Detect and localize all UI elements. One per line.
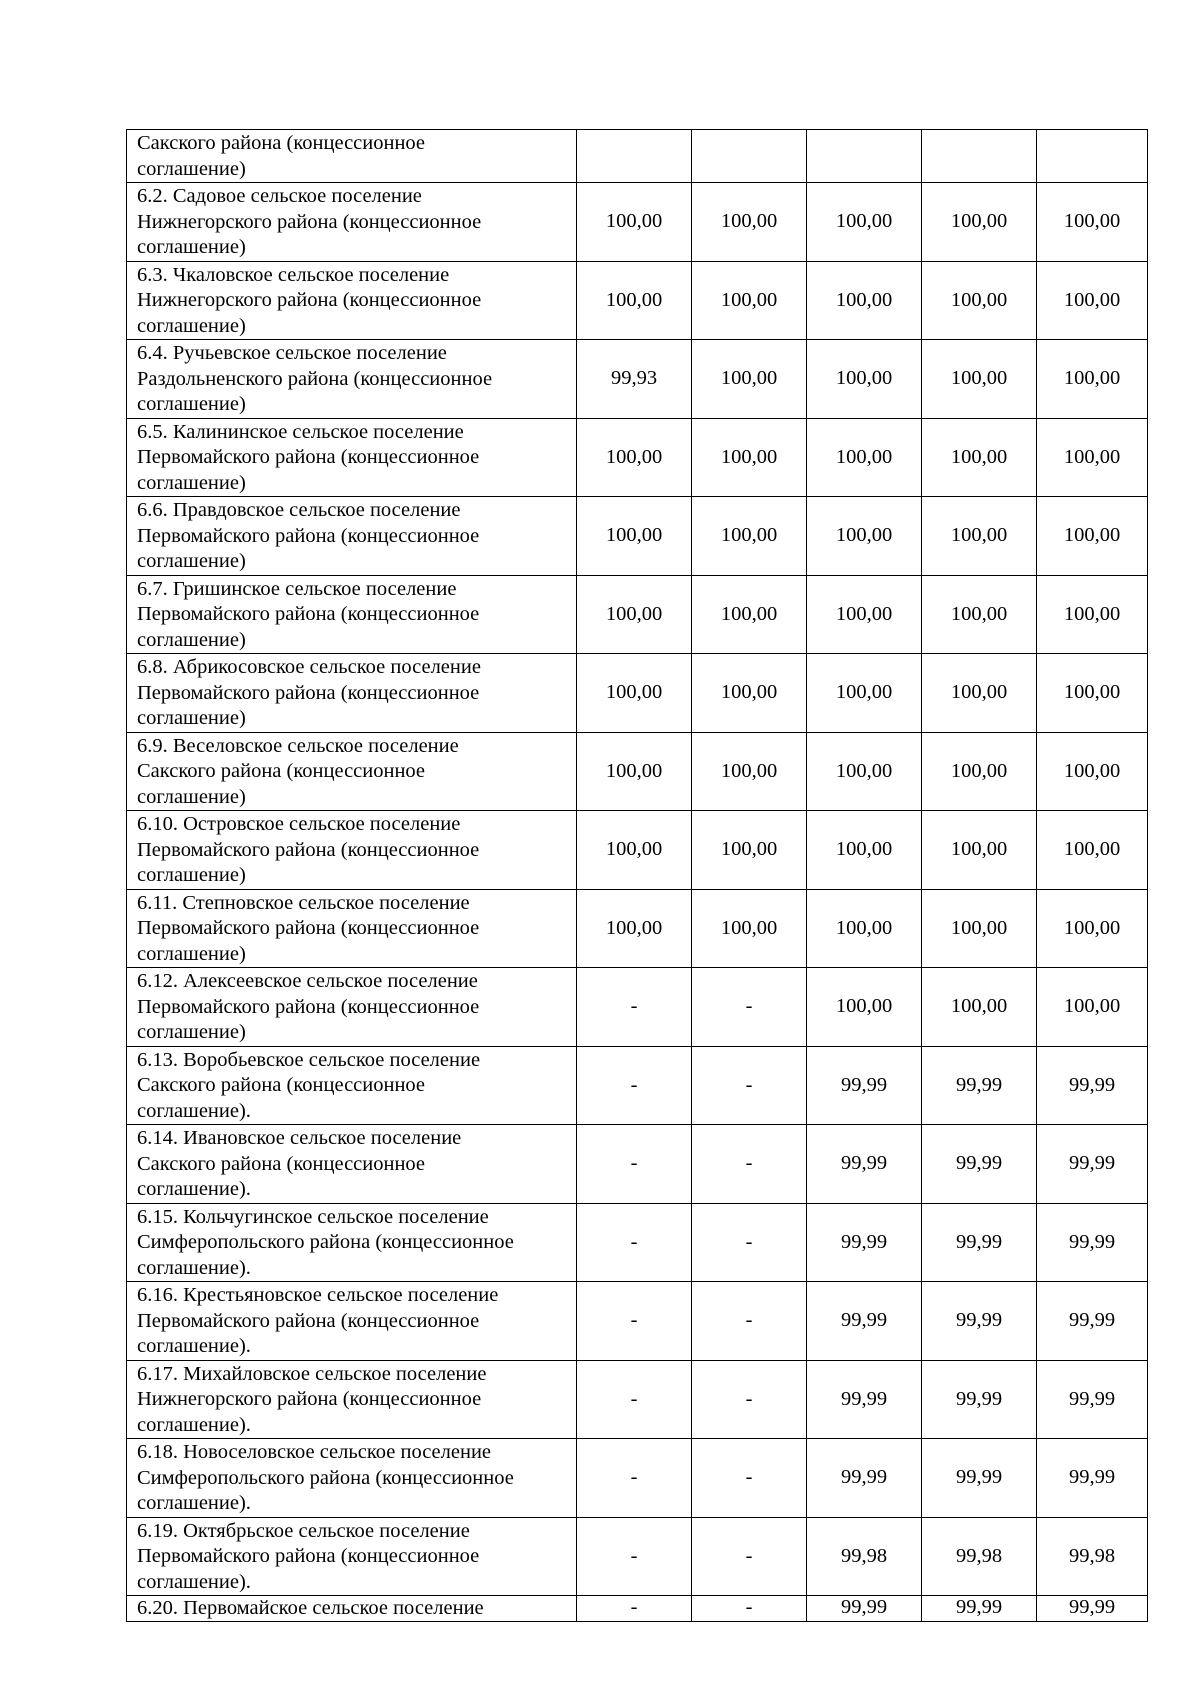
value-cell-4: 100,00 (922, 811, 1037, 890)
value-cell-4: 99,99 (922, 1596, 1037, 1622)
table-row (127, 130, 1148, 183)
value-cell-3: 99,99 (807, 1439, 922, 1518)
value-cell-5: 100,00 (1037, 889, 1148, 968)
value-cell-1: 100,00 (577, 889, 692, 968)
settlement-name-cell: Сакского района (концессионное соглашение) (127, 130, 577, 183)
value-cell-3: 99,99 (807, 1596, 922, 1622)
settlement-name-cell: 6.9. Веселовское сельское поселение Сакского района (концессионное соглашение) (127, 732, 577, 811)
value-cell-5: 100,00 (1037, 811, 1148, 890)
value-cell-5: 100,00 (1037, 575, 1148, 654)
value-cell-1: 99,93 (577, 340, 692, 419)
table-row (127, 654, 1148, 733)
value-cell-4: 99,99 (922, 1203, 1037, 1282)
value-cell-3: 100,00 (807, 811, 922, 890)
value-cell-5: 99,99 (1037, 1596, 1148, 1622)
value-cell-3: 99,99 (807, 1360, 922, 1439)
table-row (127, 261, 1148, 340)
table-body (127, 130, 1148, 1622)
table-row (127, 811, 1148, 890)
settlement-name-cell: 6.7. Гришинское сельское поселение Первомайского района (концессионное соглашение) (127, 575, 577, 654)
value-cell-5: 99,99 (1037, 1282, 1148, 1361)
value-cell-2: 100,00 (692, 340, 807, 419)
table-row (127, 1203, 1148, 1282)
value-cell-3: 100,00 (807, 418, 922, 497)
value-cell-4: 100,00 (922, 968, 1037, 1047)
settlement-name-cell: 6.5. Калининское сельское поселение Первомайского района (концессионное соглашение) (127, 418, 577, 497)
value-cell-4 (922, 130, 1037, 183)
settlement-name-cell: 6.20. Первомайское сельское поселение (127, 1596, 577, 1622)
value-cell-2: - (692, 968, 807, 1047)
value-cell-4: 100,00 (922, 732, 1037, 811)
value-cell-4: 100,00 (922, 889, 1037, 968)
value-cell-4: 99,99 (922, 1046, 1037, 1125)
settlement-name-cell: 6.17. Михайловское сельское поселение Нижнегорского района (концессионное соглашение). (127, 1360, 577, 1439)
table-row (127, 183, 1148, 262)
value-cell-3: 99,99 (807, 1046, 922, 1125)
value-cell-2: - (692, 1360, 807, 1439)
value-cell-3: 100,00 (807, 968, 922, 1047)
table-row (127, 1596, 1148, 1622)
value-cell-2: 100,00 (692, 418, 807, 497)
value-cell-1: 100,00 (577, 261, 692, 340)
value-cell-5: 99,99 (1037, 1046, 1148, 1125)
value-cell-3: 100,00 (807, 261, 922, 340)
value-cell-2: 100,00 (692, 183, 807, 262)
value-cell-5: 100,00 (1037, 968, 1148, 1047)
table-row (127, 575, 1148, 654)
value-cell-5 (1037, 130, 1148, 183)
value-cell-5: 100,00 (1037, 183, 1148, 262)
value-cell-3: 100,00 (807, 575, 922, 654)
value-cell-5: 99,98 (1037, 1517, 1148, 1596)
value-cell-2 (692, 130, 807, 183)
settlement-name-cell: 6.8. Абрикосовское сельское поселение Первомайского района (концессионное соглашение) (127, 654, 577, 733)
value-cell-2: 100,00 (692, 261, 807, 340)
indicator-table (126, 129, 1148, 1622)
value-cell-5: 100,00 (1037, 261, 1148, 340)
value-cell-1: - (577, 1596, 692, 1622)
value-cell-4: 99,99 (922, 1439, 1037, 1518)
value-cell-1: - (577, 1282, 692, 1361)
value-cell-5: 100,00 (1037, 732, 1148, 811)
table-row (127, 732, 1148, 811)
value-cell-1: - (577, 1517, 692, 1596)
settlement-name-cell: 6.4. Ручьевское сельское поселение Раздольненского района (концессионное соглашение) (127, 340, 577, 419)
value-cell-5: 99,99 (1037, 1125, 1148, 1204)
value-cell-5: 100,00 (1037, 418, 1148, 497)
value-cell-4: 99,99 (922, 1125, 1037, 1204)
value-cell-2: 100,00 (692, 811, 807, 890)
value-cell-2: - (692, 1203, 807, 1282)
value-cell-2: 100,00 (692, 575, 807, 654)
value-cell-5: 100,00 (1037, 497, 1148, 576)
value-cell-3: 100,00 (807, 654, 922, 733)
value-cell-4: 100,00 (922, 261, 1037, 340)
table-row (127, 1517, 1148, 1596)
settlement-name-cell: 6.3. Чкаловское сельское поселение Нижнегорского района (концессионное соглашение) (127, 261, 577, 340)
settlement-name-cell: 6.15. Кольчугинское сельское поселение Симферопольского района (концессионное соглашение). (127, 1203, 577, 1282)
value-cell-1: 100,00 (577, 575, 692, 654)
settlement-name-cell: 6.14. Ивановское сельское поселение Сакского района (концессионное соглашение). (127, 1125, 577, 1204)
value-cell-2: 100,00 (692, 889, 807, 968)
value-cell-1: 100,00 (577, 811, 692, 890)
table-row (127, 1282, 1148, 1361)
value-cell-2: - (692, 1282, 807, 1361)
value-cell-1: 100,00 (577, 732, 692, 811)
value-cell-5: 99,99 (1037, 1360, 1148, 1439)
settlement-name-cell: 6.16. Крестьяновское сельское поселение Первомайского района (концессионное соглашение). (127, 1282, 577, 1361)
value-cell-1: 100,00 (577, 654, 692, 733)
value-cell-2: 100,00 (692, 497, 807, 576)
value-cell-1: 100,00 (577, 183, 692, 262)
value-cell-2: - (692, 1517, 807, 1596)
value-cell-1: - (577, 1439, 692, 1518)
value-cell-3: 99,98 (807, 1517, 922, 1596)
value-cell-4: 99,99 (922, 1360, 1037, 1439)
value-cell-3 (807, 130, 922, 183)
settlement-name-cell: 6.19. Октябрьское сельское поселение Первомайского района (концессионное соглашение). (127, 1517, 577, 1596)
value-cell-3: 100,00 (807, 732, 922, 811)
value-cell-3: 99,99 (807, 1125, 922, 1204)
value-cell-4: 100,00 (922, 575, 1037, 654)
value-cell-1: - (577, 1046, 692, 1125)
value-cell-5: 100,00 (1037, 654, 1148, 733)
table-row (127, 340, 1148, 419)
value-cell-2: 100,00 (692, 732, 807, 811)
value-cell-5: 100,00 (1037, 340, 1148, 419)
value-cell-2: - (692, 1439, 807, 1518)
value-cell-4: 100,00 (922, 418, 1037, 497)
value-cell-3: 100,00 (807, 497, 922, 576)
table-row (127, 1439, 1148, 1518)
value-cell-2: - (692, 1596, 807, 1622)
value-cell-3: 100,00 (807, 183, 922, 262)
table-row (127, 968, 1148, 1047)
value-cell-1: - (577, 1125, 692, 1204)
settlement-name-cell: 6.10. Островское сельское поселение Первомайского района (концессионное соглашение) (127, 811, 577, 890)
table-row (127, 1046, 1148, 1125)
table-row (127, 1360, 1148, 1439)
table-row (127, 418, 1148, 497)
value-cell-3: 99,99 (807, 1203, 922, 1282)
value-cell-5: 99,99 (1037, 1203, 1148, 1282)
settlement-name-cell: 6.18. Новоселовское сельское поселение Симферопольского района (концессионное соглашение). (127, 1439, 577, 1518)
value-cell-3: 99,99 (807, 1282, 922, 1361)
settlement-name-cell: 6.12. Алексеевское сельское поселение Первомайского района (концессионное соглашение) (127, 968, 577, 1047)
settlement-name-cell: 6.11. Степновское сельское поселение Первомайского района (концессионное соглашение) (127, 889, 577, 968)
value-cell-4: 99,99 (922, 1282, 1037, 1361)
value-cell-1: 100,00 (577, 497, 692, 576)
value-cell-4: 100,00 (922, 497, 1037, 576)
value-cell-1: - (577, 968, 692, 1047)
settlement-name-cell: 6.13. Воробьевское сельское поселение Сакского района (концессионное соглашение). (127, 1046, 577, 1125)
value-cell-1 (577, 130, 692, 183)
settlement-name-cell: 6.6. Правдовское сельское поселение Первомайского района (концессионное соглашение) (127, 497, 577, 576)
value-cell-5: 99,99 (1037, 1439, 1148, 1518)
settlement-name-cell: 6.2. Садовое сельское поселение Нижнегорского района (концессионное соглашение) (127, 183, 577, 262)
table-row (127, 1125, 1148, 1204)
value-cell-4: 100,00 (922, 340, 1037, 419)
value-cell-1: - (577, 1360, 692, 1439)
table-row (127, 497, 1148, 576)
value-cell-2: 100,00 (692, 654, 807, 733)
value-cell-4: 99,98 (922, 1517, 1037, 1596)
value-cell-3: 100,00 (807, 340, 922, 419)
value-cell-3: 100,00 (807, 889, 922, 968)
value-cell-2: - (692, 1046, 807, 1125)
value-cell-4: 100,00 (922, 654, 1037, 733)
value-cell-1: - (577, 1203, 692, 1282)
value-cell-4: 100,00 (922, 183, 1037, 262)
table-row (127, 889, 1148, 968)
value-cell-2: - (692, 1125, 807, 1204)
value-cell-1: 100,00 (577, 418, 692, 497)
